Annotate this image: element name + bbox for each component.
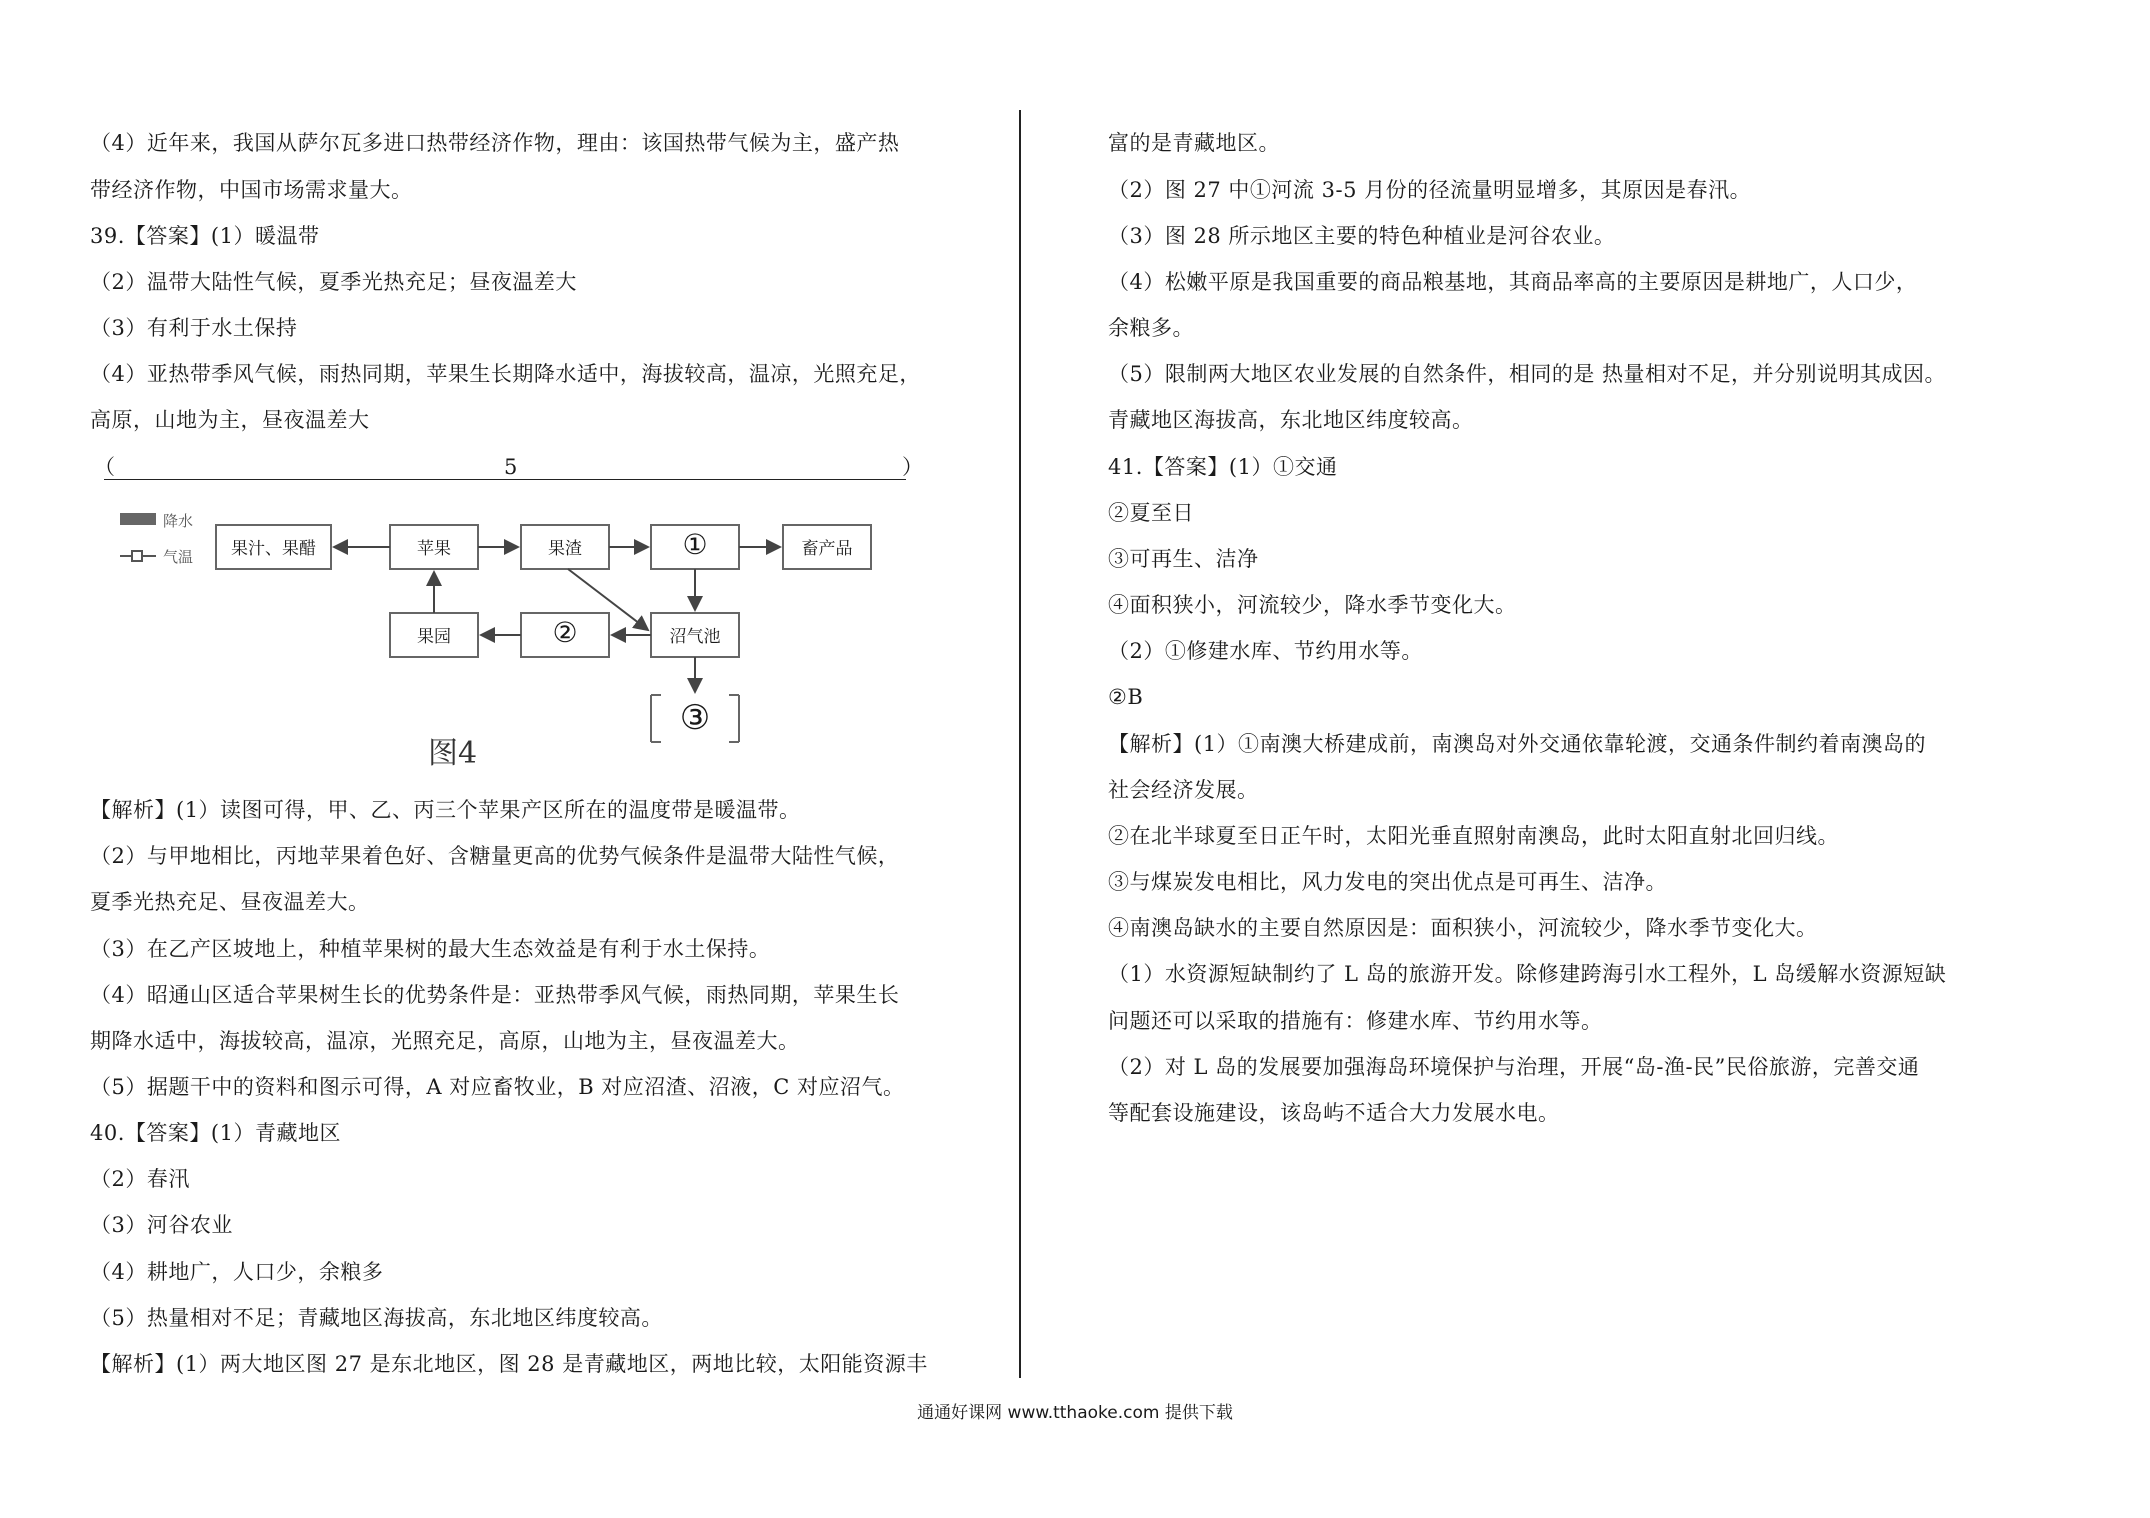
text-line: 社会经济发展。 [1108, 778, 1259, 802]
box-2-label: ② [552, 616, 578, 649]
text-line: （2）图 27 中①河流 3-5 月份的径流量明显增多，其原因是春汛。 [1108, 178, 1752, 202]
text-line: （2）①修建水库、节约用水等。 [1108, 639, 1423, 663]
text-line: （3）有利于水土保持 [90, 316, 298, 340]
text-line: 【解析】(1）两大地区图 27 是东北地区，图 28 是青藏地区，两地比较，太阳能资源丰 [90, 1352, 928, 1376]
text-line: （4）近年来，我国从萨尔瓦多进口热带经济作物，理由：该国热带气候为主，盛产热 [90, 131, 900, 155]
text-line: （4）耕地广，人口少，余粮多 [90, 1260, 384, 1284]
text-line: ③可再生、洁净 [1108, 547, 1259, 571]
text-line: 青藏地区海拔高，东北地区纬度较高。 [1108, 408, 1474, 432]
text-line: ②B [1108, 685, 1144, 709]
text-line: 余粮多。 [1108, 316, 1194, 340]
text-line: 39.【答案】(1）暖温带 [90, 224, 320, 248]
text-line: （4）昭通山区适合苹果树生长的优势条件是：亚热带季风气候，雨热同期，苹果生长 [90, 983, 900, 1007]
box-livestock-label: 畜产品 [801, 539, 853, 559]
text-line: （4）松嫩平原是我国重要的商品粮基地，其商品率高的主要原因是耕地广，人口少， [1108, 270, 1918, 294]
legend-temp-marker [132, 551, 142, 561]
text-line: （1）水资源短缺制约了 L 岛的旅游开发。除修建跨海引水工程外，L 岛缓解水资源短缺 [1108, 962, 1947, 986]
text-line: 【解析】(1）读图可得，甲、乙、丙三个苹果产区所在的温度带是暖温带。 [90, 798, 801, 822]
text-line: （3）图 28 所示地区主要的特色种植业是河谷农业。 [1108, 224, 1616, 248]
text-line: 问题还可以采取的措施有：修建水库、节约用水等。 [1108, 1009, 1603, 1033]
paren-close: ） [902, 455, 924, 479]
flow-diagram-svg [108, 480, 878, 770]
text-line: ④面积狭小，河流较少，降水季节变化大。 [1108, 593, 1517, 617]
text-line: 夏季光热充足、昼夜温差大。 [90, 890, 370, 914]
text-line: （5）限制两大地区农业发展的自然条件，相同的是 热量相对不足，并分别说明其成因。 [1108, 362, 1947, 386]
text-line: ④南澳岛缺水的主要自然原因是：面积狭小，河流较少，降水季节变化大。 [1108, 916, 1818, 940]
text-line: 高原，山地为主，昼夜温差大 [90, 408, 370, 432]
box-biogas-label: 沼气池 [669, 627, 721, 647]
text-line: （5）据题干中的资料和图示可得，A 对应畜牧业，B 对应沼渣、沼液，C 对应沼气。 [90, 1075, 905, 1099]
paren-open: （ [94, 455, 116, 479]
legend-temp-label: 气温 [163, 548, 194, 566]
text-line: （2）对 L 岛的发展要加强海岛环境保护与治理，开展“岛-渔-民”民俗旅游，完善交通 [1108, 1055, 1920, 1079]
box-orchard-label: 果园 [417, 627, 451, 647]
flow-diagram-figure [108, 480, 878, 770]
box-juice-label: 果汁、果醋 [231, 539, 316, 559]
text-line: （4）亚热带季风气候，雨热同期，苹果生长期降水适中，海拔较高，温凉，光照充足， [90, 362, 921, 386]
box-residue-label: 果渣 [548, 539, 582, 559]
text-line: 富的是青藏地区。 [1108, 131, 1280, 155]
text-line: （2）温带大陆性气候，夏季光热充足；昼夜温差大 [90, 270, 577, 294]
text-line: 【解析】(1）①南澳大桥建成前，南澳岛对外交通依靠轮渡，交通条件制约着南澳岛的 [1108, 732, 1927, 756]
legend-precip-swatch [120, 513, 156, 525]
paren-number: 5 [504, 455, 518, 479]
figure-caption: 图4 [428, 736, 478, 771]
box-1-label: ① [682, 528, 708, 561]
text-line: 期降水适中，海拔较高，温凉，光照充足，高原，山地为主，昼夜温差大。 [90, 1029, 800, 1053]
legend-precip-label: 降水 [163, 512, 194, 530]
text-line: ②在北半球夏至日正午时，太阳光垂直照射南澳岛，此时太阳直射北回归线。 [1108, 824, 1839, 848]
text-line: （2）与甲地相比，丙地苹果着色好、含糖量更高的优势气候条件是温带大陆性气候， [90, 844, 900, 868]
column-divider [1019, 110, 1021, 1378]
page-footer: 通通好课网 www.tthaoke.com 提供下载 [917, 1403, 1233, 1423]
text-line: （5）热量相对不足；青藏地区海拔高，东北地区纬度较高。 [90, 1306, 663, 1330]
text-line: 带经济作物，中国市场需求量大。 [90, 178, 413, 202]
text-line: （2）春汛 [90, 1167, 190, 1191]
text-line: ③与煤炭发电相比，风力发电的突出优点是可再生、洁净。 [1108, 870, 1667, 894]
text-line: ②夏至日 [1108, 501, 1194, 525]
text-line: 等配套设施建设，该岛屿不适合大力发展水电。 [1108, 1101, 1560, 1125]
text-line: （3）河谷农业 [90, 1213, 233, 1237]
text-line: 41.【答案】(1）①交通 [1108, 455, 1338, 479]
box-3-label: ③ [679, 698, 711, 738]
text-line: 40.【答案】(1）青藏地区 [90, 1121, 341, 1145]
box-apple-label: 苹果 [417, 539, 451, 559]
text-line: （3）在乙产区坡地上，种植苹果树的最大生态效益是有利于水土保持。 [90, 937, 771, 961]
